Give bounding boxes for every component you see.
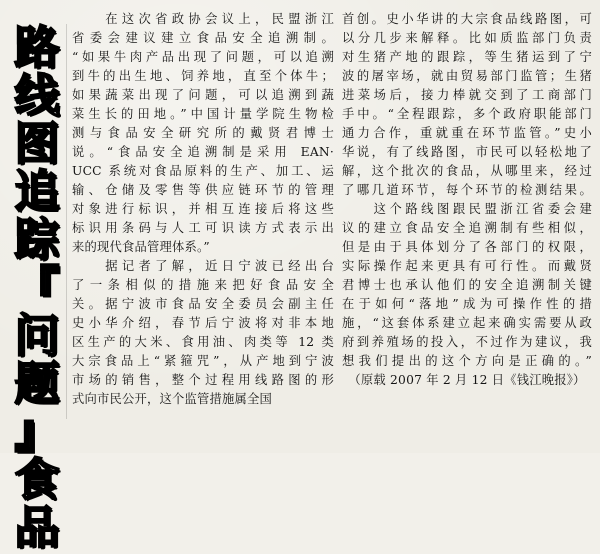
headline-char: 』 [14, 405, 60, 458]
text-line: 对象进行标识，并相互连接后将这些 [72, 202, 334, 216]
text-line: 通力合作，重就重在环节监管。”史小 [342, 126, 592, 140]
text-line: 议的建立食品安全追溯制有些相似， [342, 221, 592, 235]
headline-char: 踪 [14, 213, 60, 266]
text-line: 手中。“全程跟踪，多个政府职能部门 [342, 107, 592, 121]
text-line: 省委会建议建立食品安全追溯制。 [72, 31, 334, 45]
headline-char: 追 [14, 165, 60, 218]
headline-char: 线 [14, 69, 60, 122]
text-line: UCC 系统对食品原料的生产、加工、运 [72, 164, 334, 178]
headline [8, 21, 67, 554]
text-line: 测与食品安全研究所的戴贤君博士 [72, 126, 334, 140]
text-line: 大宗食品上“紧箍咒”，从产地到宁波 [72, 354, 334, 368]
text-line: 到牛的出生地、饲养地，直至个体牛； [72, 69, 334, 83]
text-line: 市场的销售，整个过程用线路图的形 [72, 373, 334, 387]
text-line: 这个路线图跟民盟浙江省委会建 [342, 202, 592, 216]
text-line: 府到养殖场的投入，不过作为建议，我 [342, 335, 592, 349]
text-line: 关。据宁波市食品安全委员会副主任 [72, 297, 334, 311]
text-line: 施，“这套体系建立起来确实需要从政 [342, 316, 592, 330]
text-line: 对生猪产地的跟踪，等生猪运到了宁 [342, 50, 592, 64]
text-line: 说。“食品安全追溯制是采用 EAN· [72, 145, 334, 159]
text-line: 以分几步来解释。比如质监部门负责 [342, 31, 592, 45]
text-line: 来的现代食品管理体系。” [72, 240, 210, 254]
headline-char: 路 [14, 21, 60, 74]
text-line: 在这次省政协会议上，民盟浙江 [72, 12, 334, 26]
headline-char: 问 [14, 309, 60, 362]
text-line: 解，这个批次的食品，从哪里来，经过 [342, 164, 592, 178]
headline-char: 『 [14, 261, 60, 314]
text-line: 区生产的大米、食用油、肉类等 12 类 [72, 335, 334, 349]
text-line: 波的屠宰场，就由贸易部门监管；生猪 [342, 69, 592, 83]
text-line: 华说，有了线路图，市民可以轻松地了 [342, 145, 592, 159]
text-line: 了一条相似的措施来把好食品安全 [72, 278, 334, 292]
article-column-1 [72, 10, 334, 409]
text-line: 进菜场后，接力棒就交到了工商部门 [342, 88, 592, 102]
text-line: “如果牛肉产品出现了问题，可以追溯 [72, 50, 334, 64]
text-line: 在于如何“落地”成为可操作性的措 [342, 297, 592, 311]
text-line: 据记者了解，近日宁波已经出台 [72, 259, 334, 273]
text-line: 实际操作起来更具有可行性。而戴贤 [342, 259, 592, 273]
text-line: 如果蔬菜出现了问题，可以追溯到蔬 [72, 88, 334, 102]
text-line: 首创。史小华讲的大宗食品线路图，可 [342, 12, 592, 26]
article-column-2 [342, 10, 592, 390]
text-line: 但是由于具体划分了各部门的权限， [342, 240, 592, 254]
text-line: 想我们提出的这个方向是正确的。” [342, 354, 592, 368]
text-line: 史小华介绍，春节后宁波将对非本地 [72, 316, 334, 330]
text-line: 君博士也承认他们的安全追溯制关键 [342, 278, 592, 292]
headline-char: 品 [14, 501, 60, 554]
text-line: 了哪几道环节，每个环节的检测结果。 [342, 183, 592, 197]
text-line: 标识用条码与人工可识读方式表示出 [72, 221, 334, 235]
text-line: 输、仓储及零售等供应链环节的管理 [72, 183, 334, 197]
headline-char: 图 [14, 117, 60, 170]
headline-char: 题 [14, 357, 60, 410]
headline-char: 食 [14, 453, 60, 506]
source-line: （原载 2007 年 2 月 12 日《钱江晚报》） [348, 373, 586, 387]
text-line: 菜生长的田地。”中国计量学院生物检 [72, 107, 334, 121]
text-line: 式向市民公开，这个监管措施属全国 [72, 392, 272, 406]
